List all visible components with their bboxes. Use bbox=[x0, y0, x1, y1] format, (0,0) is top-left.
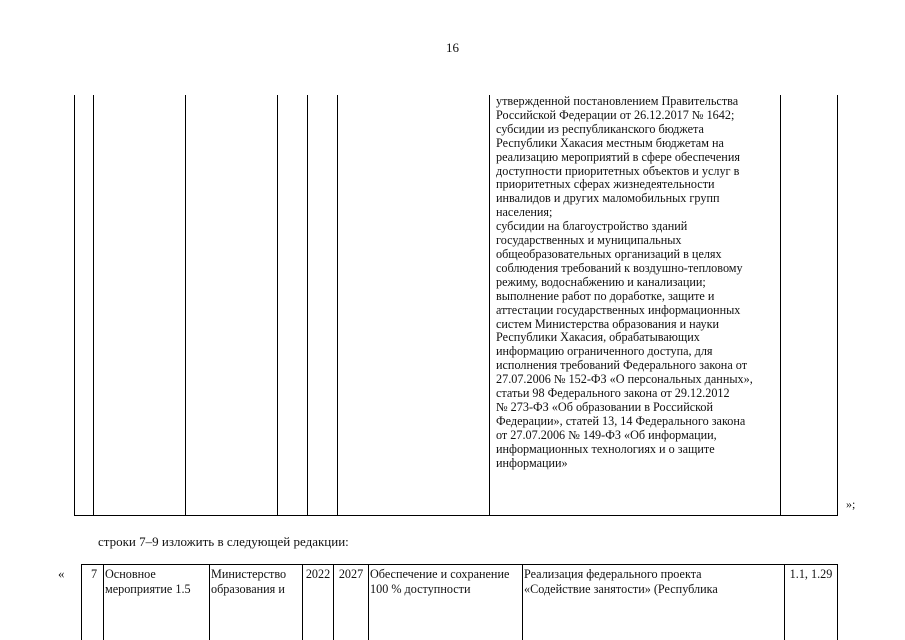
table-column-line bbox=[368, 564, 369, 640]
goal-cell: Обеспечение и сохранение 100 % доступности bbox=[370, 567, 510, 596]
table-column-line bbox=[74, 95, 75, 516]
table-column-line bbox=[522, 564, 523, 640]
table-column-line bbox=[93, 95, 94, 516]
table-column-line bbox=[277, 95, 278, 516]
end-year-cell: 2027 bbox=[338, 567, 364, 581]
table-column-line bbox=[103, 564, 104, 640]
opening-quote-mark: « bbox=[58, 566, 65, 581]
table-column-line bbox=[837, 564, 838, 640]
table-column-line bbox=[780, 95, 781, 516]
table-column-line bbox=[307, 95, 308, 516]
table-column-line bbox=[81, 564, 82, 640]
indicators-cell: 1.1, 1.29 bbox=[789, 567, 833, 581]
table-column-line bbox=[209, 564, 210, 640]
description-cell: Реализация федерального проекта «Содействие занятости» (Республика bbox=[524, 567, 718, 596]
table-top-border bbox=[81, 564, 838, 565]
row-number-cell: 7 bbox=[90, 567, 98, 581]
start-year-cell: 2022 bbox=[305, 567, 331, 581]
executor-cell: Министерство образования и bbox=[211, 567, 287, 596]
table-column-line bbox=[337, 95, 338, 516]
amendment-instruction: строки 7–9 изложить в следующей редакции: bbox=[98, 534, 349, 549]
page-number: 16 bbox=[446, 40, 459, 55]
activity-cell: Основное мероприятие 1.5 bbox=[105, 567, 191, 596]
table-column-line bbox=[784, 564, 785, 640]
table-column-line bbox=[837, 95, 838, 516]
measure-description-cell: утвержденной постановлением Правительства Российской Федерации от 26.12.2017 № 1642; субсидии из республиканского бюджета Республики Хакасия местным бюджетам на реализацию мероприятий в сфере обеспечения доступности приоритетных объектов и услуг в приоритетных сферах жизнедеятельности инвалидов и других маломобильных групп населения; субсидии на благоустройство зданий государственных и муниципальных общеобразовательных организаций в целях соблюдения требований к воздушно-тепловому режиму, водоснабжению и канализации; выполнение работ по доработке, защите и аттестации государственных информационных систем Министерства образования и науки Республики Хакасия, обрабатывающих информацию ограниченного доступа, для исполнения требований Федерального закона от 27.07.2006 № 152-ФЗ «О персональных данных», статьи 98 Федерального закона от 29.12.2012 № 273-ФЗ «Об образовании в Российской Федерации», статей 13, 14 Федерального закона от 27.07.2006 № 149-ФЗ «Об информации, информационных технологиях и о защите информации» bbox=[496, 94, 753, 470]
table-column-line bbox=[489, 95, 490, 516]
table-bottom-border bbox=[74, 515, 838, 516]
table-column-line bbox=[185, 95, 186, 516]
closing-quote-mark: »; bbox=[846, 497, 856, 511]
